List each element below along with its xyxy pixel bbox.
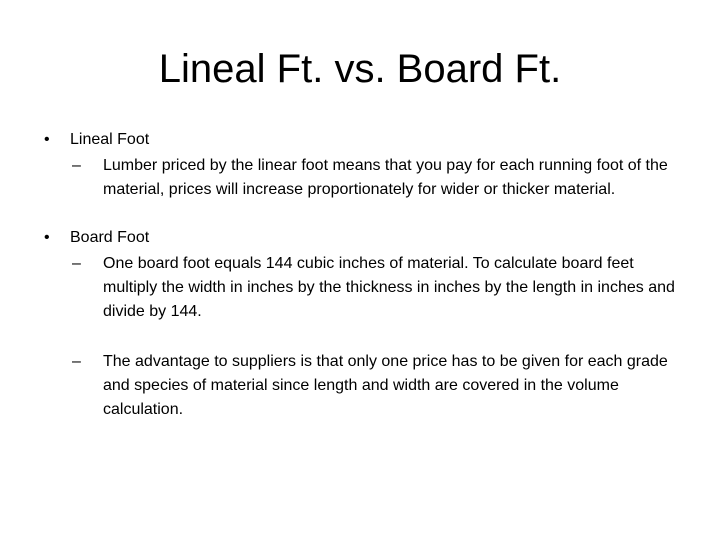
bullet-label: Lineal Foot bbox=[70, 131, 150, 148]
dash-icon: – bbox=[72, 255, 81, 272]
bullet-board-foot bbox=[36, 226, 684, 250]
subbullet-board-foot-definition bbox=[36, 252, 684, 324]
subbullet-text: Lumber priced by the linear foot means that you pay for each running foot of the material, prices will increase proportionately for wider or thicker material. bbox=[103, 157, 668, 198]
bullet-icon: • bbox=[44, 229, 50, 246]
slide-title: Lineal Ft. vs. Board Ft. bbox=[158, 47, 562, 91]
bullet-icon: • bbox=[44, 131, 50, 148]
slide-body bbox=[36, 128, 684, 422]
spacer bbox=[36, 202, 684, 226]
bullet-lineal-foot bbox=[36, 128, 684, 152]
subbullet-text: One board foot equals 144 cubic inches of material. To calculate board feet multiply the width in inches by the thickness in inches by the length in inches and divide by 144. bbox=[103, 255, 675, 320]
bullet-label: Board Foot bbox=[70, 229, 150, 246]
spacer bbox=[36, 324, 684, 348]
dash-icon: – bbox=[72, 353, 81, 370]
subbullet-lineal-foot-definition bbox=[36, 154, 684, 202]
subbullet-text: The advantage to suppliers is that only one price has to be given for each grade and species of material since length and width are covered in the volume calculation. bbox=[103, 353, 668, 418]
subbullet-board-foot-advantage bbox=[36, 350, 684, 422]
dash-icon: – bbox=[72, 157, 81, 174]
